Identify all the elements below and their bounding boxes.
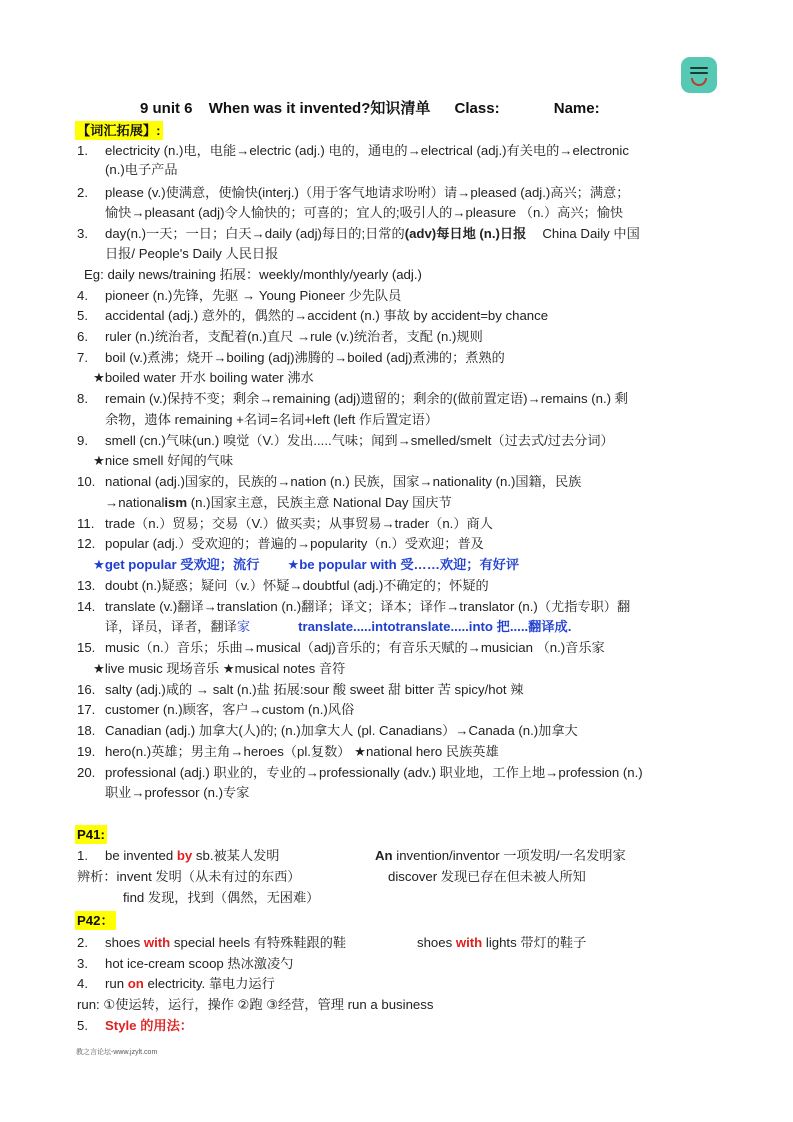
list-item: 16. salty (adj.)咸的 → salt (n.)盐 拓展:sour 酸 sweet 甜 bitter 苦 spicy/hot 辣 bbox=[77, 682, 524, 697]
list-item: 4. run on electricity. 靠电力运行 bbox=[77, 976, 275, 991]
list-item: 5. Style 的用法： bbox=[77, 1018, 193, 1033]
list-item: 17. customer (n.)顾客，客户→custom (n.)风俗 bbox=[77, 702, 355, 717]
section-p41: P41: bbox=[77, 827, 105, 842]
list-item-cont: 愉快→pleasant (adj)令人愉快的；可喜的；宜人的;吸引人的→pleasure （n.）高兴；愉快 bbox=[105, 205, 624, 220]
list-item: 9. smell (cn.)气味(un.) 嗅觉（V.）发出.....气味；闻到→smelled/smelt（过去式/过去分词） bbox=[77, 433, 614, 448]
list-item-cont: (n.)电子产品 bbox=[105, 162, 178, 177]
analysis-line: 辨析：invent 发明（从未有过的东西） bbox=[77, 869, 301, 884]
list-item-cont: 职业→professor (n.)专家 bbox=[105, 785, 250, 800]
list-item: 1. be invented by sb.被某人发明 bbox=[77, 848, 280, 863]
example-line: Eg: daily news/training 拓展：weekly/monthly/yearly (adj.) bbox=[84, 267, 422, 282]
list-item-cont: 译，译员，译者，翻译家 translate.....intotranslate.....into 把.....翻译成. bbox=[105, 619, 572, 634]
list-item: 8. remain (v.)保持不变；剩余→remaining (adj)遗留的；剩余的(做前置定语)→remains (n.) 剩 bbox=[77, 391, 628, 406]
list-item: 19. hero(n.)英雄；男主角→heroes（pl.复数） ★national hero 民族英雄 bbox=[77, 744, 499, 759]
list-item: 13. doubt (n.)疑惑；疑问（v.）怀疑→doubtful (adj.)不确定的；怀疑的 bbox=[77, 578, 489, 593]
topic-label: When was it invented?知识清单 bbox=[208, 100, 431, 117]
page-title bbox=[140, 97, 600, 118]
list-item-cont: →nationalism (n.)国家主意，民族主意 National Day 国庆节 bbox=[105, 495, 452, 510]
list-item: 7. boil (v.)煮沸；烧开→boiling (adj)沸腾的→boiled (adj)煮沸的；煮熟的 bbox=[77, 350, 505, 365]
list-item-cont: ★nice smell 好闻的气味 bbox=[93, 453, 234, 468]
list-item: 10. national (adj.)国家的，民族的→nation (n.) 民族，国家→nationality (n.)国籍，民族 bbox=[77, 474, 582, 489]
list-item: 4. pioneer (n.)先锋，先驱 → Young Pioneer 少先队员 bbox=[77, 288, 402, 303]
list-item: 15. music（n.）音乐；乐曲→musical（adj)音乐的；有音乐天赋的→musician （n.)音乐家 bbox=[77, 640, 605, 655]
run-usage-line: run: ①使运转，运行，操作 ②跑 ③经营，管理 run a business bbox=[77, 997, 434, 1012]
list-item-cont: ★boiled water 开水 boiling water 沸水 bbox=[93, 370, 314, 385]
list-item: 2. please (v.)使满意，使愉快(interj.)（用于客气地请求吩咐）请→pleased (adj.)高兴；满意； bbox=[77, 185, 630, 200]
section-vocab: 【词汇拓展】: bbox=[77, 123, 161, 138]
list-item-extra: An invention/inventor 一项发明/一名发明家 bbox=[375, 848, 626, 863]
analysis-line: discover 发现已存在但未被人所知 bbox=[388, 869, 586, 884]
list-item: 3. hot ice-cream scoop 热冰激凌勺 bbox=[77, 956, 294, 971]
list-item: 5. accidental (adj.) 意外的，偶然的→accident (n.) 事故 by accident=by chance bbox=[77, 308, 549, 323]
unit-label: 9 unit 6 bbox=[140, 100, 193, 117]
list-item-cont: 日报/ People's Daily 人民日报 bbox=[105, 246, 279, 261]
list-item: 18. Canadian (adj.) 加拿大(人)的; (n.)加拿大人 (pl. Canadians）→Canada (n.)加拿大 bbox=[77, 723, 578, 738]
name-label: Name: bbox=[553, 100, 600, 117]
analysis-line: find 发现，找到（偶然，无困难） bbox=[123, 890, 320, 905]
list-item: 3. day(n.)一天；一日；白天→daily (adj)每日的;日常的(adv)每日地 (n.)日报 China Daily 中国 bbox=[77, 226, 640, 241]
list-item: 12. popular (adj.）受欢迎的；普遍的→popularity（n.）受欢迎；普及 bbox=[77, 536, 484, 551]
list-item: 20. professional (adj.) 职业的，专业的→professionally (adv.) 职业地，工作上地→profession (n.) bbox=[77, 765, 643, 780]
list-item: 14. translate (v.)翻译→translation (n.)翻译；译文；译本；译作→translator (n.)（尤指专职）翻 bbox=[77, 599, 631, 614]
list-item-cont: ★get popular 受欢迎；流行 ★be popular with 受……欢迎；有好评 bbox=[93, 557, 520, 572]
footer-text: 教之言论坛-www.jzylt.com bbox=[76, 1049, 158, 1056]
list-item: 11. trade（n.）贸易；交易（V.）做买卖；从事贸易→trader（n.）商人 bbox=[77, 516, 493, 531]
list-item: 6. ruler (n.)统治者，支配着(n.)直尺 →rule (v.)统治者，支配 (n.)规则 bbox=[77, 329, 483, 344]
list-item-cont: 余物，遗体 remaining +名词=名词+left (left 作后置定语） bbox=[105, 412, 439, 427]
logo-icon bbox=[681, 57, 717, 93]
list-item-extra: shoes with lights 带灯的鞋子 bbox=[417, 935, 587, 950]
class-label: Class: bbox=[454, 100, 500, 117]
section-p42: P42： bbox=[77, 913, 114, 928]
list-item-cont: ★live music 现场音乐 ★musical notes 音符 bbox=[93, 661, 346, 676]
list-item: 1. electricity (n.)电，电能→electric (adj.) 电的，通电的→electrical (adj.)有关电的→electronic bbox=[77, 143, 629, 158]
list-item: 2. shoes with special heels 有特殊鞋跟的鞋 bbox=[77, 935, 347, 950]
